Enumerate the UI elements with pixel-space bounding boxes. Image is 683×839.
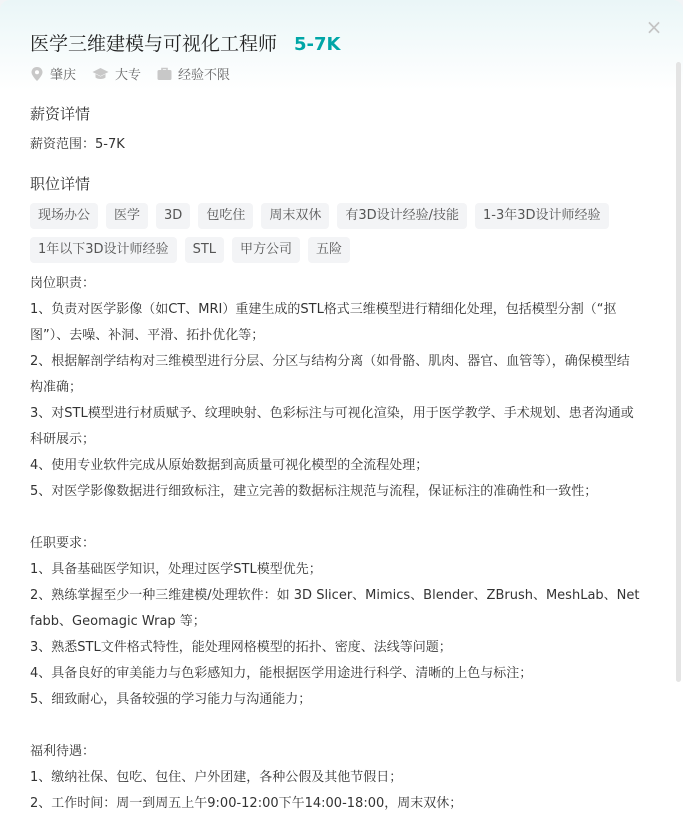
meta-education [92, 64, 141, 83]
meta-experience [157, 64, 230, 83]
tag-item: STL [185, 237, 224, 263]
location-text: 肇庆 [50, 68, 77, 83]
experience-text: 经验不限 [178, 68, 231, 83]
tag-list [30, 203, 640, 263]
job-meta [30, 64, 246, 83]
tag-item: 甲方公司 [232, 237, 300, 263]
salary-section-heading: 薪资详情 [30, 105, 91, 123]
location-pin-icon [30, 66, 44, 82]
tag-item: 现场办公 [30, 203, 98, 229]
job-salary: 5-7K [294, 34, 341, 55]
tag-item: 有3D设计经验/技能 [337, 203, 467, 229]
job-header [30, 29, 340, 56]
graduation-cap-icon [92, 67, 109, 81]
tag-item: 3D [156, 203, 190, 229]
job-description: 岗位职责： 1、负责对医学影像（如CT、MRI）重建生成的STL格式三维模型进行精细化处理，包括模型分割（“抠图”）、去噪、补洞、平滑、拓扑优化等； 2、根据解剖学结构对三维模型进行分层、分区与结构分离（如骨骼、肌肉、器官、血管等），确保模型结构准确； 3、对STL模型进行材质赋予、纹理映射、色彩标注与可视化渲染，用于医学教学、手术规划、患者沟通或科研展示； 4、使用专业软件完成从原始数据到高质量可视化模型的全流程处理； 5、对医学影像数据进行细致标注，建立完善的数据标注规范与流程，保证标注的准确性和一致性； 任职要求： 1、具备基础医学知识，处理过医学STL模型优先； 2、熟练掌握至少一种三维建模/处理软件：如 3D Slicer、Mimics、Blender、ZBrush、MeshLab、Netfabb、Geomagic Wrap 等； 3、熟悉STL文件格式特性，能处理网格模型的拓扑、密度、法线等问题； 4、具备良好的审美能力与色彩感知力，能根据医学用途进行科学、清晰的上色与标注； 5、细致耐心，具备较强的学习能力与沟通能力； 福利待遇： 1、缴纳社保、包吃、包住、户外团建，各种公假及其他节假日； 2、工作时间：周一到周五上午9:00-12:00下午14:00-18:00，周末双休； [30, 276, 640, 811]
meta-location [30, 64, 76, 83]
tag-item: 医学 [106, 203, 148, 229]
tag-item: 五险 [308, 237, 350, 263]
tag-item: 包吃住 [198, 203, 253, 229]
tag-item: 1年以下3D设计师经验 [30, 237, 177, 263]
position-section-heading: 职位详情 [30, 175, 91, 193]
scrollbar[interactable] [676, 62, 681, 682]
briefcase-icon [157, 67, 172, 81]
close-icon[interactable]: × [645, 15, 663, 39]
salary-range-text: 薪资范围：5-7K [30, 137, 125, 152]
tag-item: 周末双休 [261, 203, 329, 229]
education-text: 大专 [115, 68, 142, 83]
job-title: 医学三维建模与可视化工程师 [30, 33, 278, 55]
tag-item: 1-3年3D设计师经验 [475, 203, 609, 229]
